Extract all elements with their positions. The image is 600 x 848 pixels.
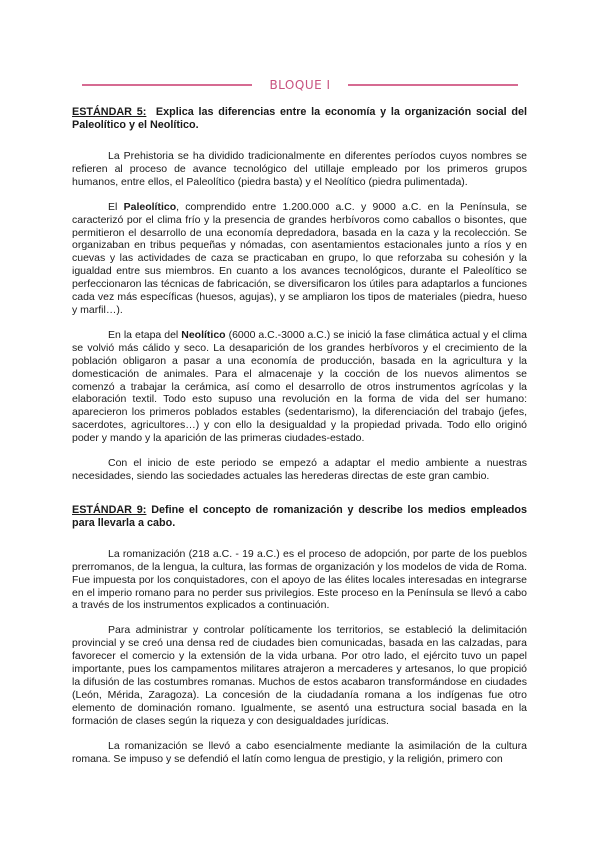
- standard-label: ESTÁNDAR 9:: [72, 503, 147, 516]
- paragraph-text: Con el inicio de este periodo se empezó a adaptar el medio ambiente a nuestras necesidades, siendo las sociedades actuales las herederas directas de este gran cambio.: [72, 457, 527, 482]
- paragraph: [72, 457, 527, 483]
- paragraph: [72, 548, 527, 613]
- document-body: [72, 106, 527, 777]
- standard-label: ESTÁNDAR 5:: [72, 106, 147, 118]
- paragraph-keyword: Neolítico: [181, 328, 226, 341]
- paragraph: [72, 201, 527, 317]
- paragraph-lead: El: [108, 200, 124, 213]
- paragraph-text: La romanización se llevó a cabo esencialmente mediante la asimilación de la cultura romana. Se impuso y se defendió el latín como lengua de prestigio, y la religión, primero con: [72, 739, 527, 765]
- paragraph: [72, 624, 527, 727]
- paragraph-lead: En la etapa del: [108, 328, 182, 341]
- paragraph-text: , comprendido entre 1.200.000 a.C. y 9000 a.C. en la Península, se caracterizó por el clima frío y la presencia de grandes herbívoros como caballos o bisontes, que permitieron el desarrollo de una economía depredadora, basada en la caza y la recolección. Se organizaban en tribus pequeñas y nómadas, con asentamientos estacionales junto a ríos y en cuevas y las actividades de caza se practicaban en grupo, lo que reforzaba su cohesión y la igualdad entre sus miembros. En cuanto a los avances tecnológicos, durante el Paleolítico se perfeccionaron las técnicas de fabricación, se diversificaron los útiles para adaptarlos a funciones cada vez más específicas (huesos, agujas), y se ampliaron los tipos de materiales (piedra, hueso y marfil…).: [72, 200, 527, 316]
- bloque-title: BLOQUE I: [269, 78, 331, 92]
- header-rule-right: [348, 84, 518, 86]
- paragraph: [72, 329, 527, 445]
- paragraph-text: La romanización (218 a.C. - 19 a.C.) es el proceso de adopción, por parte de los pueblos prerromanos, de la lengua, la cultura, las formas de organización y los modelos de vida de Roma. Fue impuesta por los conquistadores, con el apoyo de las élites locales interesadas en integrarse en el imperio romano para no perder sus privilegios. Este proceso en la Península se llevó a cabo a través de los instrumentos explicados a continuación.: [72, 547, 527, 612]
- standard-title: Define el concepto de romanización y describe los medios empleados para llevarla a cabo.: [72, 503, 528, 529]
- paragraph-text: (6000 a.C.-3000 a.C.) se inició la fase climática actual y el clima se volvió más cálido y seco. La desaparición de los grandes herbívoros y el crecimiento de la población obligaron a pasar a una economía de producción, basada en la agricultura y la domesticación de animales. Para el almacenaje y la cocción de los nuevos alimentos se comenzó a trabajar la cerámica, así como el desarrollo de otros instrumentos agrícolas y la elaboración textil. Todo esto supuso una revolución en la forma de vida del ser humano: aparecieron los primeros poblados estables (sedentarismo), la diferenciación del trabajo (jefes, sacerdotes, agricultores…) y con ello la desigualdad y la propiedad privada. Todo ello originó poder y mando y la aparición de las primeras ciudades-estado.: [72, 328, 527, 445]
- paragraph-text: La Prehistoria se ha dividido tradicionalmente en diferentes períodos cuyos nombres se refieren al proceso de avance tecnológico del utillaje empleado por los primeros grupos humanos, entre ellos, el Paleolítico (piedra basta) y el Neolítico (piedra pulimentada).: [72, 150, 527, 188]
- paragraph-text: Para administrar y controlar políticamente los territorios, se estableció la delimitación provincial y se creó una densa red de ciudades bien comunicadas, basada en las calzadas, para favorecer el comercio y la extensión de la vida urbana. Por otro lado, el ejército tuvo un papel importante, pues los campamentos militares atrajeron a mercaderes y artesanos, lo que propició la difusión de las costumbres romanas. Muchos de estos acabaron transformándose en ciudades (León, Mérida, Zaragoza). La concesión de la ciudadanía romana a los indígenas fue otro elemento de dominación romano. Igualmente, se asentó una estructura social basada en la formación de clases según la riqueza y con desigualdades jurídicas.: [72, 624, 527, 727]
- standard-heading: [72, 106, 527, 132]
- paragraph: [72, 740, 527, 766]
- paragraph-keyword: Paleolítico: [123, 200, 177, 213]
- standard-title: Explica las diferencias entre la economía y la organización social del Paleolítico y el Neolítico.: [72, 106, 527, 131]
- header-rule-left: [82, 84, 252, 86]
- standard-heading: [72, 504, 527, 530]
- bloque-header: [82, 76, 518, 94]
- paragraph: [72, 150, 527, 189]
